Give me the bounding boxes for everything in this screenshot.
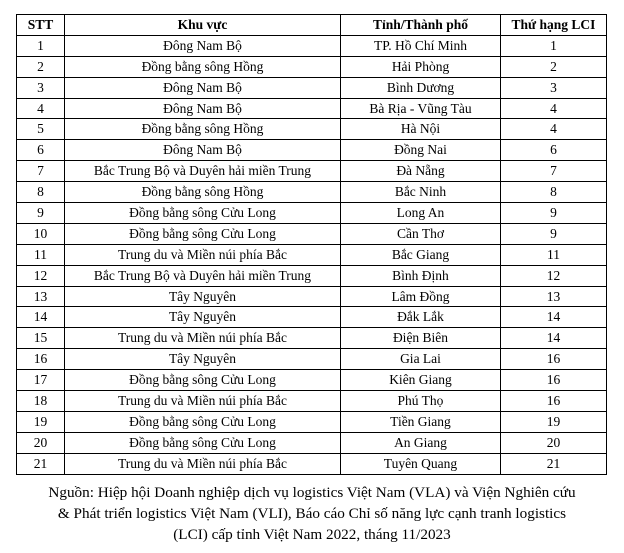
cell-lci-rank: 3 — [501, 77, 607, 98]
header-lci-rank: Thứ hạng LCI — [501, 15, 607, 36]
table-row — [17, 265, 607, 286]
cell-region: Bắc Trung Bộ và Duyên hải miền Trung — [65, 265, 341, 286]
table-row — [17, 140, 607, 161]
cell-province: TP. Hồ Chí Minh — [341, 35, 501, 56]
cell-province: Bắc Giang — [341, 244, 501, 265]
cell-lci-rank: 20 — [501, 432, 607, 453]
table-row — [17, 182, 607, 203]
table-row — [17, 223, 607, 244]
cell-region: Đồng bằng sông Cửu Long — [65, 203, 341, 224]
cell-stt: 15 — [17, 328, 65, 349]
table-body — [17, 35, 607, 474]
cell-province: Lâm Đồng — [341, 286, 501, 307]
cell-stt: 6 — [17, 140, 65, 161]
cell-region: Đông Nam Bộ — [65, 35, 341, 56]
cell-region: Tây Nguyên — [65, 307, 341, 328]
cell-stt: 20 — [17, 432, 65, 453]
cell-lci-rank: 9 — [501, 223, 607, 244]
table-row — [17, 161, 607, 182]
table-row — [17, 432, 607, 453]
cell-province: Tiền Giang — [341, 411, 501, 432]
cell-lci-rank: 1 — [501, 35, 607, 56]
cell-stt: 2 — [17, 56, 65, 77]
cell-lci-rank: 16 — [501, 349, 607, 370]
cell-lci-rank: 16 — [501, 391, 607, 412]
table-row — [17, 328, 607, 349]
header-stt: STT — [17, 15, 65, 36]
cell-lci-rank: 12 — [501, 265, 607, 286]
cell-lci-rank: 13 — [501, 286, 607, 307]
header-province: Tỉnh/Thành phố — [341, 15, 501, 36]
cell-province: Cần Thơ — [341, 223, 501, 244]
cell-lci-rank: 8 — [501, 182, 607, 203]
cell-province: Bình Định — [341, 265, 501, 286]
table-row — [17, 286, 607, 307]
cell-stt: 3 — [17, 77, 65, 98]
table-row — [17, 349, 607, 370]
cell-stt: 10 — [17, 223, 65, 244]
cell-region: Đồng bằng sông Cửu Long — [65, 370, 341, 391]
cell-stt: 12 — [17, 265, 65, 286]
cell-stt: 16 — [17, 349, 65, 370]
cell-stt: 7 — [17, 161, 65, 182]
cell-lci-rank: 4 — [501, 98, 607, 119]
cell-lci-rank: 9 — [501, 203, 607, 224]
cell-stt: 17 — [17, 370, 65, 391]
cell-province: Bà Rịa - Vũng Tàu — [341, 98, 501, 119]
source-line: Nguồn: Hiệp hội Doanh nghiệp dịch vụ logistics Việt Nam (VLA) và Viện Nghiên cứu — [48, 484, 576, 501]
table-row — [17, 307, 607, 328]
cell-lci-rank: 16 — [501, 370, 607, 391]
source-line: (LCI) cấp tỉnh Việt Nam 2022, tháng 11/2023 — [173, 526, 451, 543]
cell-province: Hải Phòng — [341, 56, 501, 77]
header-region: Khu vực — [65, 15, 341, 36]
cell-lci-rank: 11 — [501, 244, 607, 265]
cell-stt: 13 — [17, 286, 65, 307]
table-row — [17, 453, 607, 474]
cell-province: Kiên Giang — [341, 370, 501, 391]
source-line: & Phát triển logistics Việt Nam (VLI), Báo cáo Chỉ số năng lực cạnh tranh logistics — [57, 505, 567, 522]
cell-stt: 19 — [17, 411, 65, 432]
cell-region: Tây Nguyên — [65, 349, 341, 370]
cell-stt: 5 — [17, 119, 65, 140]
cell-region: Trung du và Miền núi phía Bắc — [65, 328, 341, 349]
cell-province: Hà Nội — [341, 119, 501, 140]
cell-province: Đồng Nai — [341, 140, 501, 161]
cell-lci-rank: 6 — [501, 140, 607, 161]
cell-stt: 18 — [17, 391, 65, 412]
cell-region: Đồng bằng sông Hồng — [65, 182, 341, 203]
cell-region: Tây Nguyên — [65, 286, 341, 307]
cell-stt: 9 — [17, 203, 65, 224]
table-row — [17, 119, 607, 140]
cell-province: Long An — [341, 203, 501, 224]
table-row — [17, 203, 607, 224]
cell-province: Bắc Ninh — [341, 182, 501, 203]
cell-region: Đồng bằng sông Hồng — [65, 56, 341, 77]
lci-ranking-table — [16, 14, 607, 475]
table-row — [17, 56, 607, 77]
cell-region: Trung du và Miền núi phía Bắc — [65, 244, 341, 265]
cell-province: An Giang — [341, 432, 501, 453]
table-header-row — [17, 15, 607, 36]
cell-region: Bắc Trung Bộ và Duyên hải miền Trung — [65, 161, 341, 182]
cell-province: Bình Dương — [341, 77, 501, 98]
cell-stt: 14 — [17, 307, 65, 328]
table-row — [17, 370, 607, 391]
cell-stt: 1 — [17, 35, 65, 56]
table-row — [17, 244, 607, 265]
cell-lci-rank: 19 — [501, 411, 607, 432]
cell-region: Trung du và Miền núi phía Bắc — [65, 391, 341, 412]
cell-stt: 4 — [17, 98, 65, 119]
cell-lci-rank: 7 — [501, 161, 607, 182]
cell-province: Phú Thọ — [341, 391, 501, 412]
cell-lci-rank: 4 — [501, 119, 607, 140]
cell-province: Tuyên Quang — [341, 453, 501, 474]
cell-province: Điện Biên — [341, 328, 501, 349]
cell-region: Đông Nam Bộ — [65, 140, 341, 161]
cell-stt: 8 — [17, 182, 65, 203]
cell-region: Đông Nam Bộ — [65, 77, 341, 98]
cell-lci-rank: 14 — [501, 328, 607, 349]
cell-lci-rank: 21 — [501, 453, 607, 474]
table-row — [17, 77, 607, 98]
table-row — [17, 411, 607, 432]
source-caption — [0, 482, 624, 545]
cell-region: Đông Nam Bộ — [65, 98, 341, 119]
table-row — [17, 391, 607, 412]
cell-region: Đồng bằng sông Cửu Long — [65, 411, 341, 432]
cell-region: Đồng bằng sông Cửu Long — [65, 432, 341, 453]
table-row — [17, 35, 607, 56]
cell-lci-rank: 2 — [501, 56, 607, 77]
cell-stt: 11 — [17, 244, 65, 265]
cell-stt: 21 — [17, 453, 65, 474]
cell-province: Đắk Lắk — [341, 307, 501, 328]
table-row — [17, 98, 607, 119]
cell-region: Đồng bằng sông Hồng — [65, 119, 341, 140]
cell-region: Trung du và Miền núi phía Bắc — [65, 453, 341, 474]
cell-province: Đà Nẵng — [341, 161, 501, 182]
cell-province: Gia Lai — [341, 349, 501, 370]
cell-lci-rank: 14 — [501, 307, 607, 328]
cell-region: Đồng bằng sông Cửu Long — [65, 223, 341, 244]
